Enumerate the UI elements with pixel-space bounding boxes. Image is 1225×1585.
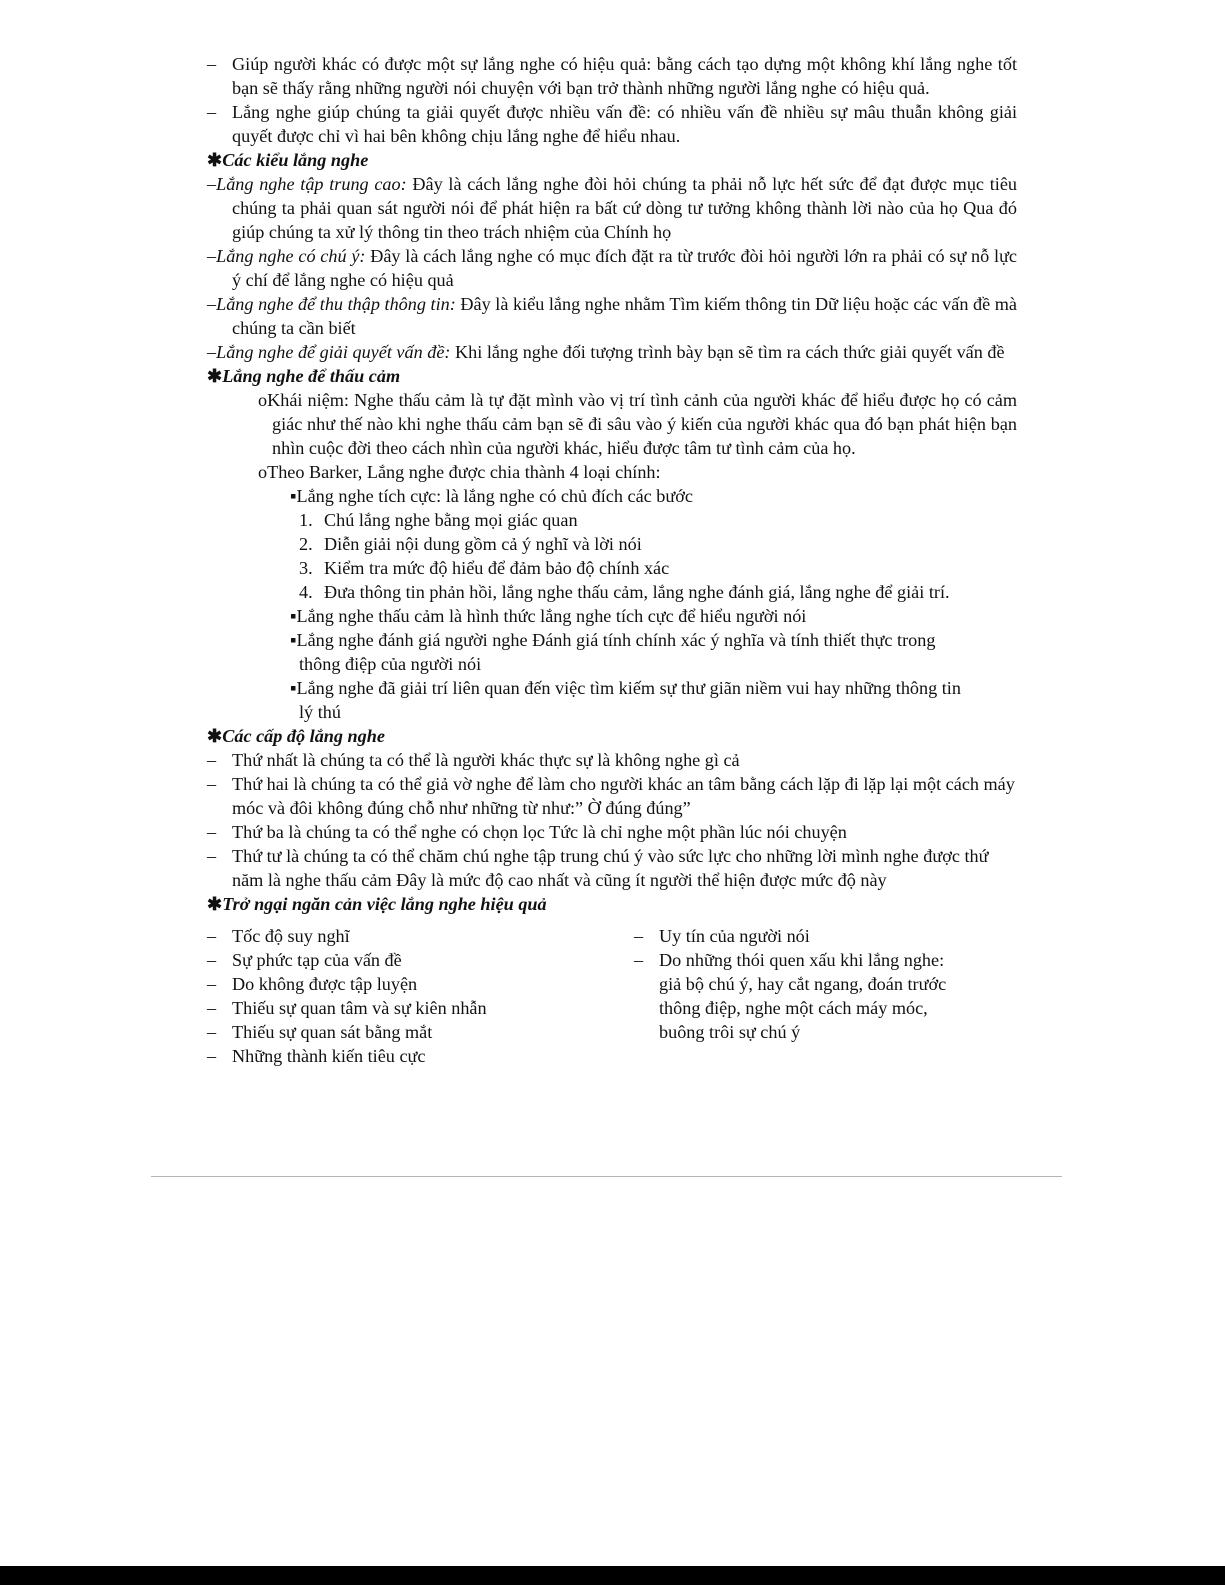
- obstacle-item: – Thiếu sự quan tâm và sự kiên nhẫn: [207, 996, 634, 1020]
- listening-type-2: –Lắng nghe có chú ý: Đây là cách lắng nghe có mục đích đặt ra từ trước đòi hỏi người lớn ra phải có sự nỗ lực ý chí để lắng nghe có hiệu quả: [207, 246, 1017, 290]
- active-listening-item: ▪Lắng nghe tích cực: là lắng nghe có chủ đích các bước: [290, 486, 693, 506]
- section-heading-levels: ✱Các cấp độ lắng nghe: [207, 726, 385, 746]
- obstacles-left-column: [207, 924, 634, 1068]
- level-item-2: – Thứ hai là chúng ta có thể giả vờ nghe để làm cho người khác an tâm bằng cách lặp đi lặp lại một cách máy móc và đôi không đúng chỗ như những từ như:” Ờ đúng đúng”: [207, 772, 1017, 820]
- obstacle-item: – Do không được tập luyện: [207, 972, 634, 996]
- listening-type-1: –Lắng nghe tập trung cao: Đây là cách lắng nghe đòi hỏi chúng ta phải nỗ lực hết sức để đạt được mục tiêu chúng ta phải quan sát người nói để phát hiện ra bất cứ dòng tư tưởng không thành lời nào của họ Qua đó giúp chúng ta xử lý thông tin theo trách nhiệm của Chính họ: [207, 174, 1017, 242]
- obstacle-item: – Thiếu sự quan sát bằng mắt: [207, 1020, 634, 1044]
- empathic-listening-item: ▪Lắng nghe thấu cảm là hình thức lắng nghe tích cực để hiểu người nói: [290, 606, 807, 626]
- entertainment-listening-item: ▪Lắng nghe đã giải trí liên quan đến việc tìm kiếm sự thư giãn niềm vui hay những thông tin lý thú: [290, 678, 961, 722]
- section-heading-types: ✱Các kiểu lắng nghe: [207, 150, 369, 170]
- square-bullet-icon: ▪: [290, 486, 297, 506]
- square-bullet-icon: ▪: [290, 630, 297, 650]
- intro-item-1: – Giúp người khác có được một sự lắng nghe có hiệu quả: bằng cách tạo dựng một không khí lắng nghe tốt bạn sẽ thấy rằng những người nói chuyện với bạn trở thành những người lắng nghe có hiệu quả.: [207, 52, 1017, 100]
- intro-item-2: – Lắng nghe giúp chúng ta giải quyết được nhiều vấn đề: có nhiều vấn đề nhiều sự mâu thuẫn không giải quyết được chỉ vì hai bên không chịu lắng nghe để hiểu nhau.: [207, 100, 1017, 148]
- obstacles-columns: [207, 924, 1017, 1068]
- obstacle-item: – Những thành kiến tiêu cực: [207, 1044, 634, 1068]
- level-item-4: – Thứ tư là chúng ta có thể chăm chú nghe tập trung chú ý vào sức lực cho những lời mình nghe được thứ năm là nghe thấu cảm Đây là mức độ cao nhất và cũng ít người thể hiện được mức độ này: [207, 844, 1017, 892]
- listening-type-3: –Lắng nghe để thu thập thông tin: Đây là kiểu lắng nghe nhằm Tìm kiếm thông tin Dữ liệu hoặc các vấn đề mà chúng ta cần biết: [207, 294, 1017, 338]
- star-bullet-icon: ✱: [207, 726, 223, 746]
- square-bullet-icon: ▪: [290, 678, 297, 698]
- evaluative-listening-item: ▪Lắng nghe đánh giá người nghe Đánh giá tính chính xác ý nghĩa và tính thiết thực trong thông điệp của người nói: [290, 630, 936, 674]
- step-item-2: 2. Diễn giải nội dung gồm cả ý nghĩ và lời nói: [299, 534, 642, 554]
- circle-bullet-icon: o: [258, 390, 268, 410]
- level-item-1: – Thứ nhất là chúng ta có thể là người khác thực sự là không nghe gì cả: [207, 748, 1017, 772]
- section-heading-empathy: ✱Lắng nghe để thấu cảm: [207, 366, 401, 386]
- obstacle-item: – Do những thói quen xấu khi lắng nghe: giả bộ chú ý, hay cắt ngang, đoán trước thông điệp, nghe một cách máy móc, buông trôi sự chú ý: [634, 948, 969, 1044]
- step-item-3: 3. Kiểm tra mức độ hiểu để đảm bảo độ chính xác: [299, 558, 670, 578]
- obstacle-item: – Sự phức tạp của vấn đề: [207, 948, 634, 972]
- level-item-3: – Thứ ba là chúng ta có thể nghe có chọn lọc Tức là chỉ nghe một phần lúc nói chuyện: [207, 820, 1017, 844]
- star-bullet-icon: ✱: [207, 894, 223, 914]
- obstacles-right-column: [634, 924, 1017, 1068]
- barker-classification: oTheo Barker, Lắng nghe được chia thành 4 loại chính:: [258, 462, 661, 482]
- page-divider: [151, 1176, 1062, 1177]
- obstacle-item: – Uy tín của người nói: [634, 924, 1017, 948]
- obstacle-item: – Tốc độ suy nghĩ: [207, 924, 634, 948]
- star-bullet-icon: ✱: [207, 150, 223, 170]
- empathy-concept: oKhái niệm: Nghe thấu cảm là tự đặt mình vào vị trí tình cảnh của người khác để hiểu được họ có cảm giác như thế nào khi nghe thấu cảm bạn sẽ đi sâu vào ý kiến của người khác qua đó bạn phát hiện bạn nhìn cuộc đời theo cách nhìn của người khác, hiểu được tâm tư tình cảm của họ.: [258, 390, 1017, 458]
- bottom-edge-bar: [0, 1566, 1225, 1585]
- circle-bullet-icon: o: [258, 462, 268, 482]
- step-item-1: 1. Chú lắng nghe bằng mọi giác quan: [299, 510, 578, 530]
- star-bullet-icon: ✱: [207, 366, 223, 386]
- square-bullet-icon: ▪: [290, 606, 297, 626]
- listening-type-4: –Lắng nghe để giải quyết vấn đề: Khi lắng nghe đối tượng trình bày bạn sẽ tìm ra cách thức giải quyết vấn đề: [207, 342, 1005, 362]
- section-heading-obstacles: ✱Trở ngại ngăn cản việc lắng nghe hiệu quả: [207, 894, 547, 914]
- step-item-4: 4. Đưa thông tin phản hồi, lắng nghe thấu cảm, lắng nghe đánh giá, lắng nghe để giải trí.: [299, 582, 950, 602]
- document-body: [207, 52, 1017, 1068]
